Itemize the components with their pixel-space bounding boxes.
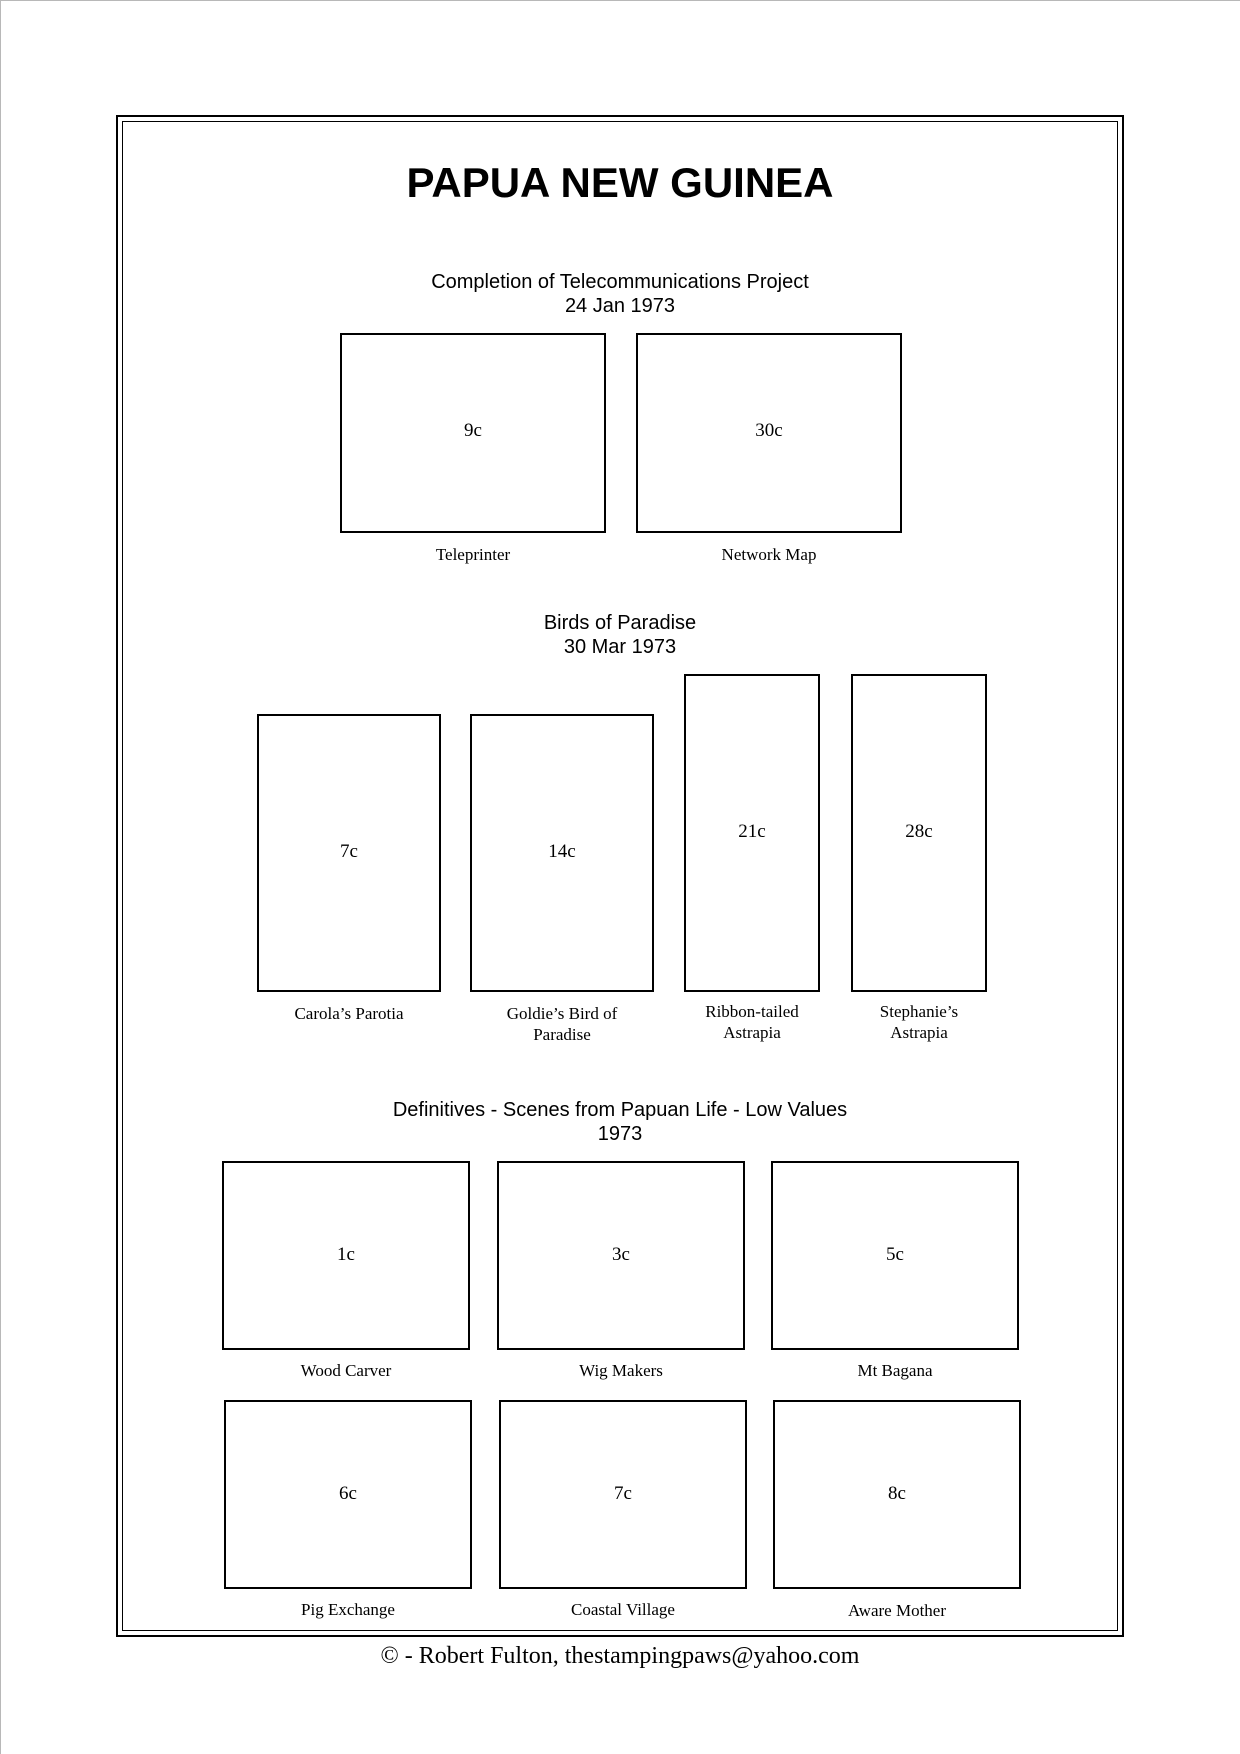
stamp-value: 28c <box>905 821 933 842</box>
stamp-value: 7c <box>340 841 358 862</box>
stamp-caption-line: Astrapia <box>890 1023 948 1042</box>
section-birds-heading <box>120 611 1120 659</box>
stamp-space <box>257 714 441 992</box>
stamp-caption <box>450 1003 674 1045</box>
section-telecom-heading <box>120 270 1120 318</box>
stamp-caption: Aware Mother <box>847 1601 947 1620</box>
stamp-caption-line: Goldie’s Bird of <box>506 1004 618 1023</box>
stamp-caption <box>819 1001 1019 1043</box>
stamp-caption-line: Stephanie’s <box>879 1002 959 1021</box>
stamp-caption-line: Carola’s Parotia <box>294 1004 404 1023</box>
stamp-space <box>222 1161 470 1350</box>
stamp-space <box>499 1400 747 1589</box>
stamp-value: 5c <box>886 1244 904 1265</box>
section-title: Birds of Paradise <box>543 612 697 634</box>
stamp-value: 1c <box>337 1244 355 1265</box>
stamp-space <box>224 1400 472 1589</box>
stamp-space <box>773 1400 1021 1589</box>
page-edge-left <box>0 0 1 1754</box>
section-date: 30 Mar 1973 <box>563 636 677 658</box>
stamp-value: 14c <box>548 841 576 862</box>
section-definitives-heading <box>120 1098 1120 1146</box>
section-date: 1973 <box>597 1123 643 1145</box>
stamp-space <box>340 333 606 533</box>
section-title: Completion of Telecommunications Project <box>431 271 809 293</box>
stamp-space <box>470 714 654 992</box>
stamp-caption: Wig Makers <box>579 1361 663 1380</box>
stamp-value: 30c <box>755 420 783 441</box>
stamp-space <box>636 333 902 533</box>
stamp-caption: Network Map <box>721 545 817 564</box>
copyright-footer: © - Robert Fulton, thestampingpaws@yahoo.com <box>380 1643 860 1669</box>
stamp-caption: Teleprinter <box>435 545 511 564</box>
stamp-caption-line: Paradise <box>533 1025 591 1044</box>
stamp-space <box>497 1161 745 1350</box>
stamp-caption: Mt Bagana <box>857 1361 933 1380</box>
stamp-value: 21c <box>738 821 766 842</box>
section-title: Definitives - Scenes from Papuan Life - Low Values <box>392 1099 848 1121</box>
page-title: PAPUA NEW GUINEA <box>406 159 834 206</box>
stamp-caption: Wood Carver <box>300 1361 392 1380</box>
stamp-value: 7c <box>614 1483 632 1504</box>
stamp-value: 3c <box>612 1244 630 1265</box>
stamp-caption-line: Astrapia <box>723 1023 781 1042</box>
stamp-space <box>771 1161 1019 1350</box>
stamp-value: 6c <box>339 1483 357 1504</box>
page-edge-top <box>0 0 1240 1</box>
stamp-caption: Pig Exchange <box>301 1600 395 1619</box>
stamp-space <box>684 674 820 992</box>
stamp-caption: Coastal Village <box>571 1600 675 1619</box>
section-date: 24 Jan 1973 <box>564 295 676 317</box>
stamp-caption <box>237 1003 461 1024</box>
stamp-space <box>851 674 987 992</box>
stamp-value: 9c <box>464 420 482 441</box>
stamp-caption-line: Ribbon-tailed <box>705 1002 799 1021</box>
stamp-value: 8c <box>888 1483 906 1504</box>
